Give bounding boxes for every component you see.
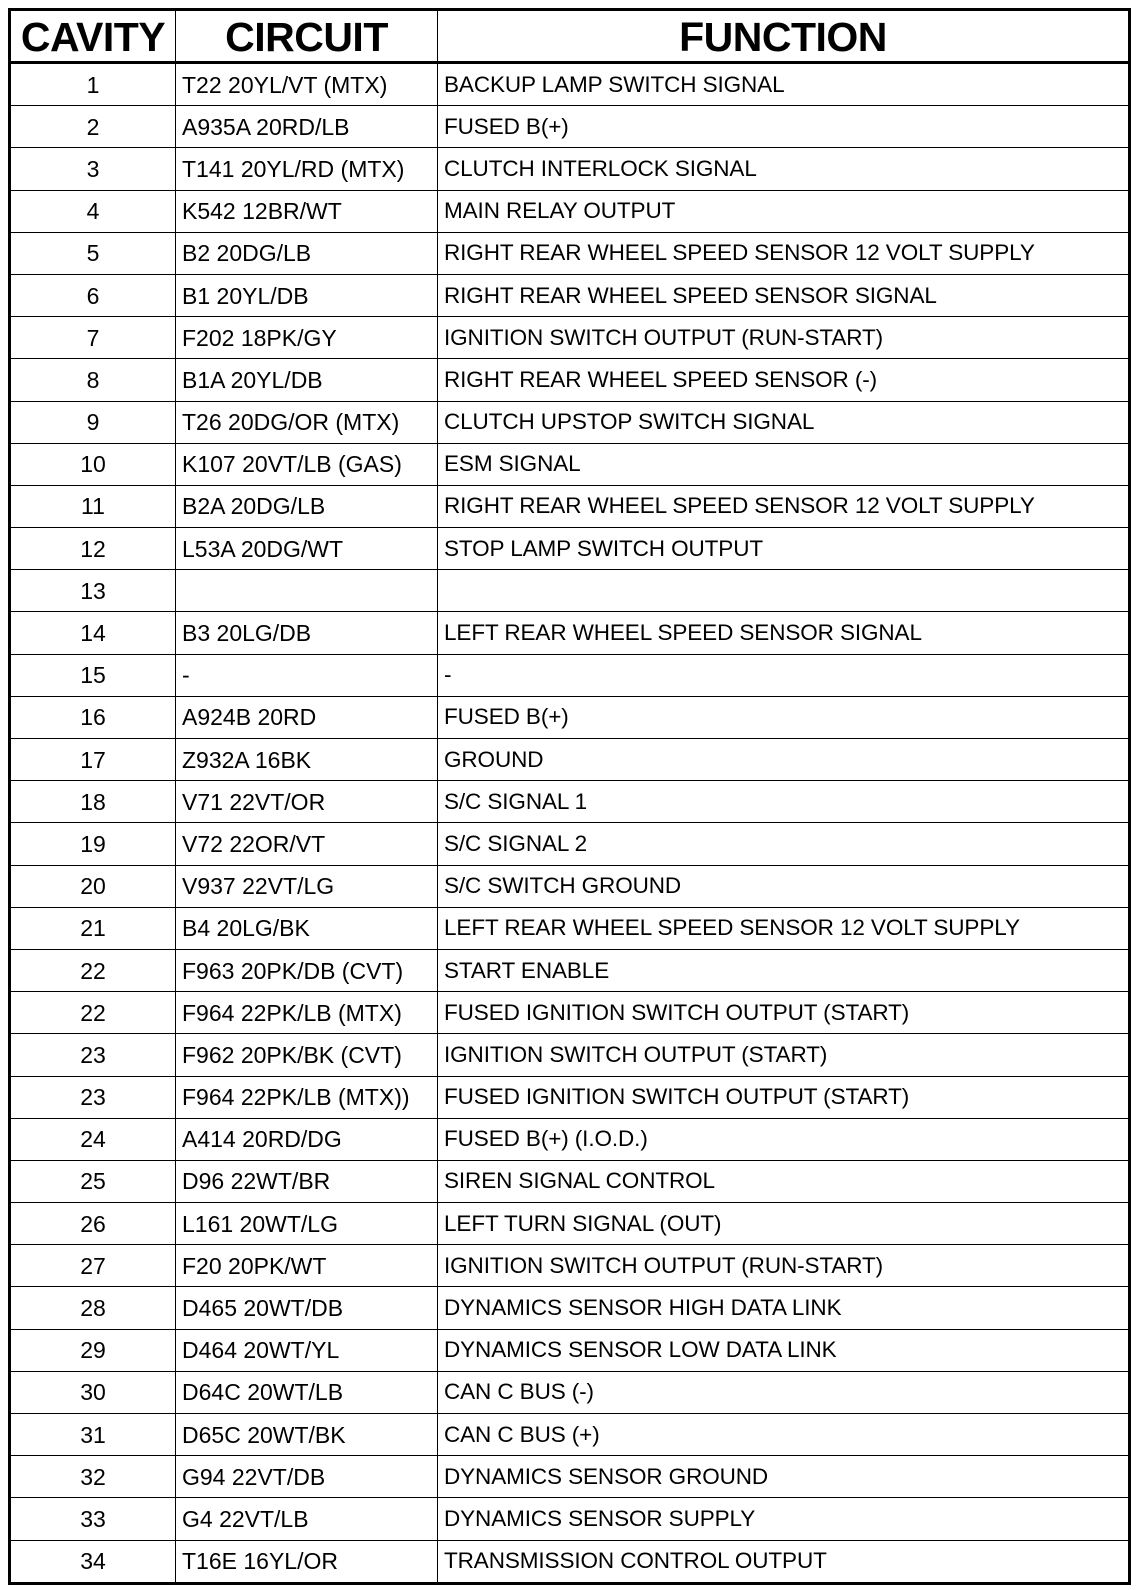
function-cell: ESM SIGNAL [438,443,1130,485]
table-row [10,528,1130,570]
cavity-cell: 10 [10,443,176,485]
circuit-cell: A935A 20RD/LB [176,106,438,148]
table-row [10,190,1130,232]
circuit-cell: F962 20PK/BK (CVT) [176,1034,438,1076]
circuit-cell: F964 22PK/LB (MTX) [176,992,438,1034]
function-cell: RIGHT REAR WHEEL SPEED SENSOR SIGNAL [438,274,1130,316]
cavity-cell: 22 [10,992,176,1034]
cavity-cell: 11 [10,485,176,527]
function-cell: CAN C BUS (+) [438,1414,1130,1456]
table-row [10,907,1130,949]
connector-pinout-table [8,8,1131,1585]
circuit-cell: G94 22VT/DB [176,1456,438,1498]
function-cell: START ENABLE [438,949,1130,991]
function-cell: DYNAMICS SENSOR LOW DATA LINK [438,1329,1130,1371]
function-cell: IGNITION SWITCH OUTPUT (RUN-START) [438,317,1130,359]
table-row [10,63,1130,106]
circuit-cell: D464 20WT/YL [176,1329,438,1371]
circuit-cell: B2 20DG/LB [176,232,438,274]
circuit-cell: F963 20PK/DB (CVT) [176,949,438,991]
circuit-cell: V937 22VT/LG [176,865,438,907]
function-cell: FUSED IGNITION SWITCH OUTPUT (START) [438,992,1130,1034]
cavity-cell: 26 [10,1203,176,1245]
function-cell: DYNAMICS SENSOR HIGH DATA LINK [438,1287,1130,1329]
function-cell: RIGHT REAR WHEEL SPEED SENSOR (-) [438,359,1130,401]
function-cell: S/C SIGNAL 1 [438,781,1130,823]
circuit-cell: B4 20LG/BK [176,907,438,949]
table-row [10,232,1130,274]
function-cell: RIGHT REAR WHEEL SPEED SENSOR 12 VOLT SUPPLY [438,232,1130,274]
circuit-cell [176,570,438,612]
circuit-cell: K542 12BR/WT [176,190,438,232]
function-cell: MAIN RELAY OUTPUT [438,190,1130,232]
function-column-header: FUNCTION [438,10,1130,63]
table-row [10,992,1130,1034]
circuit-cell: Z932A 16BK [176,739,438,781]
table-row [10,1414,1130,1456]
cavity-cell: 13 [10,570,176,612]
header-row [10,10,1130,63]
circuit-cell: G4 22VT/LB [176,1498,438,1540]
cavity-cell: 3 [10,148,176,190]
circuit-cell: B3 20LG/DB [176,612,438,654]
table-row [10,1456,1130,1498]
function-cell: STOP LAMP SWITCH OUTPUT [438,528,1130,570]
cavity-cell: 17 [10,739,176,781]
circuit-cell: F20 20PK/WT [176,1245,438,1287]
cavity-cell: 27 [10,1245,176,1287]
circuit-cell: F964 22PK/LB (MTX)) [176,1076,438,1118]
table-row [10,823,1130,865]
table-row [10,1371,1130,1413]
cavity-cell: 33 [10,1498,176,1540]
table-row [10,1203,1130,1245]
function-cell: S/C SWITCH GROUND [438,865,1130,907]
cavity-cell: 23 [10,1076,176,1118]
function-cell: FUSED B(+) [438,696,1130,738]
cavity-cell: 12 [10,528,176,570]
circuit-cell: D64C 20WT/LB [176,1371,438,1413]
circuit-cell: A414 20RD/DG [176,1118,438,1160]
function-cell: CLUTCH UPSTOP SWITCH SIGNAL [438,401,1130,443]
circuit-cell: - [176,654,438,696]
function-cell: LEFT REAR WHEEL SPEED SENSOR SIGNAL [438,612,1130,654]
circuit-cell: T22 20YL/VT (MTX) [176,63,438,106]
function-cell: CLUTCH INTERLOCK SIGNAL [438,148,1130,190]
function-cell: DYNAMICS SENSOR GROUND [438,1456,1130,1498]
circuit-cell: V72 22OR/VT [176,823,438,865]
table-row [10,1498,1130,1540]
cavity-column-header: CAVITY [10,10,176,63]
cavity-cell: 18 [10,781,176,823]
function-cell: SIREN SIGNAL CONTROL [438,1160,1130,1202]
table-row [10,106,1130,148]
table-row [10,949,1130,991]
cavity-cell: 8 [10,359,176,401]
circuit-cell: L161 20WT/LG [176,1203,438,1245]
cavity-cell: 15 [10,654,176,696]
cavity-cell: 24 [10,1118,176,1160]
cavity-cell: 5 [10,232,176,274]
circuit-cell: B1A 20YL/DB [176,359,438,401]
table-row [10,696,1130,738]
cavity-cell: 16 [10,696,176,738]
cavity-cell: 22 [10,949,176,991]
function-cell: DYNAMICS SENSOR SUPPLY [438,1498,1130,1540]
cavity-cell: 21 [10,907,176,949]
table-row [10,865,1130,907]
cavity-cell: 1 [10,63,176,106]
cavity-cell: 29 [10,1329,176,1371]
table-row [10,739,1130,781]
circuit-cell: D96 22WT/BR [176,1160,438,1202]
table-row [10,485,1130,527]
table-row [10,359,1130,401]
circuit-cell: D65C 20WT/BK [176,1414,438,1456]
function-cell: TRANSMISSION CONTROL OUTPUT [438,1540,1130,1583]
table-row [10,1287,1130,1329]
circuit-column-header: CIRCUIT [176,10,438,63]
pinout-table-body [10,63,1130,1584]
cavity-cell: 23 [10,1034,176,1076]
cavity-cell: 7 [10,317,176,359]
cavity-cell: 19 [10,823,176,865]
cavity-cell: 14 [10,612,176,654]
function-cell: FUSED B(+) [438,106,1130,148]
cavity-cell: 4 [10,190,176,232]
function-cell [438,570,1130,612]
circuit-cell: L53A 20DG/WT [176,528,438,570]
table-row [10,317,1130,359]
circuit-cell: B1 20YL/DB [176,274,438,316]
function-cell: RIGHT REAR WHEEL SPEED SENSOR 12 VOLT SUPPLY [438,485,1130,527]
cavity-cell: 2 [10,106,176,148]
table-row [10,401,1130,443]
table-row [10,1034,1130,1076]
circuit-cell: F202 18PK/GY [176,317,438,359]
function-cell: GROUND [438,739,1130,781]
circuit-cell: D465 20WT/DB [176,1287,438,1329]
table-row [10,1160,1130,1202]
cavity-cell: 30 [10,1371,176,1413]
cavity-cell: 9 [10,401,176,443]
table-row [10,274,1130,316]
cavity-cell: 32 [10,1456,176,1498]
table-row [10,1076,1130,1118]
table-row [10,781,1130,823]
cavity-cell: 25 [10,1160,176,1202]
circuit-cell: T141 20YL/RD (MTX) [176,148,438,190]
table-row [10,1245,1130,1287]
circuit-cell: B2A 20DG/LB [176,485,438,527]
function-cell: IGNITION SWITCH OUTPUT (START) [438,1034,1130,1076]
table-row [10,443,1130,485]
cavity-cell: 34 [10,1540,176,1583]
function-cell: FUSED IGNITION SWITCH OUTPUT (START) [438,1076,1130,1118]
table-row [10,570,1130,612]
cavity-cell: 6 [10,274,176,316]
table-row [10,1329,1130,1371]
function-cell: LEFT REAR WHEEL SPEED SENSOR 12 VOLT SUPPLY [438,907,1130,949]
function-cell: IGNITION SWITCH OUTPUT (RUN-START) [438,1245,1130,1287]
circuit-cell: T26 20DG/OR (MTX) [176,401,438,443]
table-row [10,1540,1130,1583]
cavity-cell: 28 [10,1287,176,1329]
cavity-cell: 31 [10,1414,176,1456]
table-row [10,148,1130,190]
cavity-cell: 20 [10,865,176,907]
table-row [10,612,1130,654]
table-row [10,654,1130,696]
function-cell: BACKUP LAMP SWITCH SIGNAL [438,63,1130,106]
circuit-cell: T16E 16YL/OR [176,1540,438,1583]
connector-pinout-sheet [8,8,1128,1585]
function-cell: LEFT TURN SIGNAL (OUT) [438,1203,1130,1245]
circuit-cell: V71 22VT/OR [176,781,438,823]
circuit-cell: A924B 20RD [176,696,438,738]
circuit-cell: K107 20VT/LB (GAS) [176,443,438,485]
function-cell: S/C SIGNAL 2 [438,823,1130,865]
function-cell: - [438,654,1130,696]
table-row [10,1118,1130,1160]
function-cell: CAN C BUS (-) [438,1371,1130,1413]
function-cell: FUSED B(+) (I.O.D.) [438,1118,1130,1160]
